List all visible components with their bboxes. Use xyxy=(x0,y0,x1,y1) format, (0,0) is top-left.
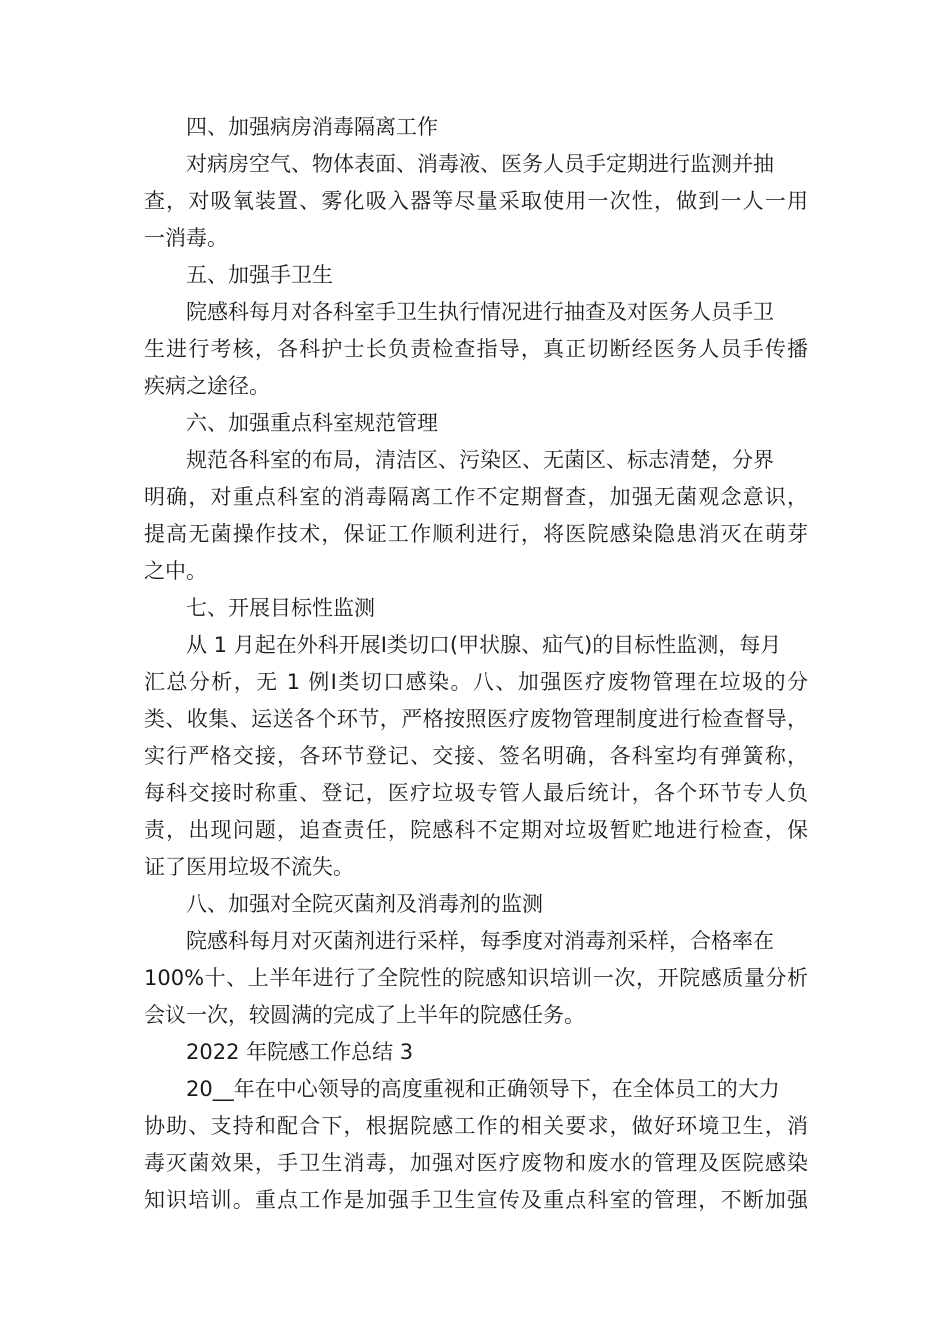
section-heading: 2022 年院感工作总结 3 xyxy=(186,1040,414,1064)
section-heading: 七、开展目标性监测 xyxy=(186,596,375,620)
paragraph-line: 明确，对重点科室的消毒隔离工作不定期督查，加强无菌观念意识， xyxy=(144,485,808,509)
paragraph-line: 提高无菌操作技术，保证工作顺利进行，将医院感染隐患消灭在萌芽 xyxy=(144,522,808,546)
paragraph-line: 责，出现问题，追查责任，院感科不定期对垃圾暂贮地进行检查，保 xyxy=(144,818,808,842)
paragraph-line: 对病房空气、物体表面、消毒液、医务人员手定期进行监测并抽 xyxy=(186,152,774,176)
paragraph-line: 会议一次，较圆满的完成了上半年的院感任务。 xyxy=(144,1003,585,1027)
paragraph-line: 实行严格交接，各环节登记、交接、签名明确，各科室均有弹簧称， xyxy=(144,744,808,768)
paragraph-line: 一消毒。 xyxy=(144,226,228,250)
paragraph-line: 毒灭菌效果，手卫生消毒，加强对医疗废物和废水的管理及医院感染 xyxy=(144,1151,808,1175)
paragraph-line: 汇总分析，无 1 例Ⅰ类切口感染。八、加强医疗废物管理在垃圾的分 xyxy=(144,670,808,694)
paragraph-line: 类、收集、运送各个环节，严格按照医疗废物管理制度进行检查督导， xyxy=(144,707,808,731)
paragraph-line: 院感科每月对灭菌剂进行采样，每季度对消毒剂采样，合格率在 xyxy=(186,929,774,953)
section-heading: 五、加强手卫生 xyxy=(186,263,333,287)
paragraph-line: 疾病之途径。 xyxy=(144,374,270,398)
paragraph-line: 知识培训。重点工作是加强手卫生宣传及重点科室的管理，不断加强 xyxy=(144,1188,808,1212)
paragraph-line: 查，对吸氧装置、雾化吸入器等尽量采取使用一次性，做到一人一用 xyxy=(144,189,808,213)
paragraph-line: 院感科每月对各科室手卫生执行情况进行抽查及对医务人员手卫 xyxy=(186,300,774,324)
paragraph-line: 从 1 月起在外科开展Ⅰ类切口(甲状腺、疝气)的目标性监测，每月 xyxy=(186,633,782,657)
paragraph-line: 每科交接时称重、登记，医疗垃圾专管人最后统计，各个环节专人负 xyxy=(144,781,808,805)
paragraph-line: 生进行考核，各科护士长负责检查指导，真正切断经医务人员手传播 xyxy=(144,337,808,361)
section-heading: 四、加强病房消毒隔离工作 xyxy=(186,115,438,139)
paragraph-line: 之中。 xyxy=(144,559,207,583)
section-heading: 八、加强对全院灭菌剂及消毒剂的监测 xyxy=(186,892,543,916)
section-heading: 六、加强重点科室规范管理 xyxy=(186,411,438,435)
paragraph-line: 规范各科室的布局，清洁区、污染区、无菌区、标志清楚，分界 xyxy=(186,448,774,472)
paragraph-line: 20__年在中心领导的高度重视和正确领导下，在全体员工的大力 xyxy=(186,1077,780,1101)
paragraph-line: 证了医用垃圾不流失。 xyxy=(144,855,354,879)
paragraph-line: 100%十、上半年进行了全院性的院感知识培训一次，开院感质量分析 xyxy=(144,966,808,990)
paragraph-line: 协助、支持和配合下，根据院感工作的相关要求，做好环境卫生，消 xyxy=(144,1114,808,1138)
